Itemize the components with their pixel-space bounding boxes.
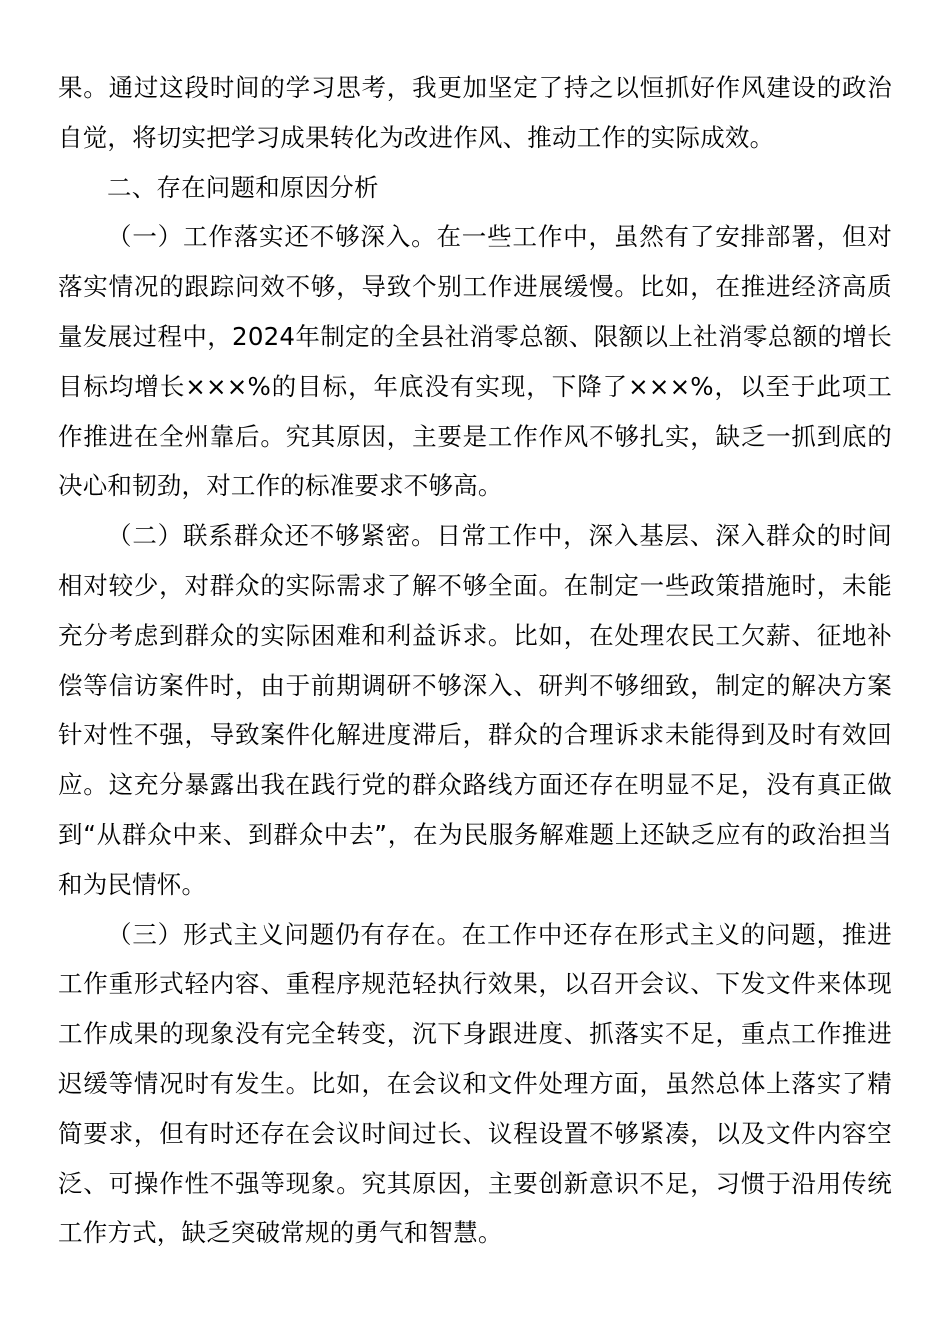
- paragraph-issue-2: （二）联系群众还不够紧密。日常工作中，深入基层、深入群众的时间相对较少，对群众的实际需求了解不够全面。在制定一些政策措施时，未能充分考虑到群众的实际困难和利益诉求。比如，在处理农民工欠薪、征地补偿等信访案件时，由于前期调研不够深入、研判不够细致，制定的解决方案针对性不强，导致案件化解进度滞后，群众的合理诉求未能得到及时有效回应。这充分暴露出我在践行党的群众路线方面还存在明显不足，没有真正做到“从群众中来、到群众中去”，在为民服务解难题上还缺乏应有的政治担当和为民情怀。: [58, 521, 892, 899]
- paragraph-issue-3: （三）形式主义问题仍有存在。在工作中还存在形式主义的问题，推进工作重形式轻内容、重程序规范轻执行效果，以召开会议、下发文件来体现工作成果的现象没有完全转变，沉下身跟进度、抓落实不足，重点工作推进迟缓等情况时有发生。比如，在会议和文件处理方面，虽然总体上落实了精简要求，但有时还存在会议时间过长、议程设置不够紧凑，以及文件内容空泛、可操作性不强等现象。究其原因，主要创新意识不足，习惯于沿用传统工作方式，缺乏突破常规的勇气和智慧。: [58, 919, 892, 1248]
- paragraph-continuation: 果。通过这段时间的学习思考，我更加坚定了持之以恒抓好作风建设的政治自觉，将切实把学习成果转化为改进作风、推动工作的实际成效。: [58, 73, 892, 152]
- section-heading: 二、存在问题和原因分析: [107, 172, 379, 202]
- document-page: [58, 63, 892, 1258]
- paragraph-issue-1: （一）工作落实还不够深入。在一些工作中，虽然有了安排部署，但对落实情况的跟踪问效不够，导致个别工作进展缓慢。比如，在推进经济高质量发展过程中，2024年制定的全县社消零总额、限额以上社消零总额的增长目标均增长×××%的目标，年底没有实现，下降了×××%，以至于此项工作推进在全州靠后。究其原因，主要是工作作风不够扎实，缺乏一抓到底的决心和韧劲，对工作的标准要求不够高。: [58, 222, 892, 501]
